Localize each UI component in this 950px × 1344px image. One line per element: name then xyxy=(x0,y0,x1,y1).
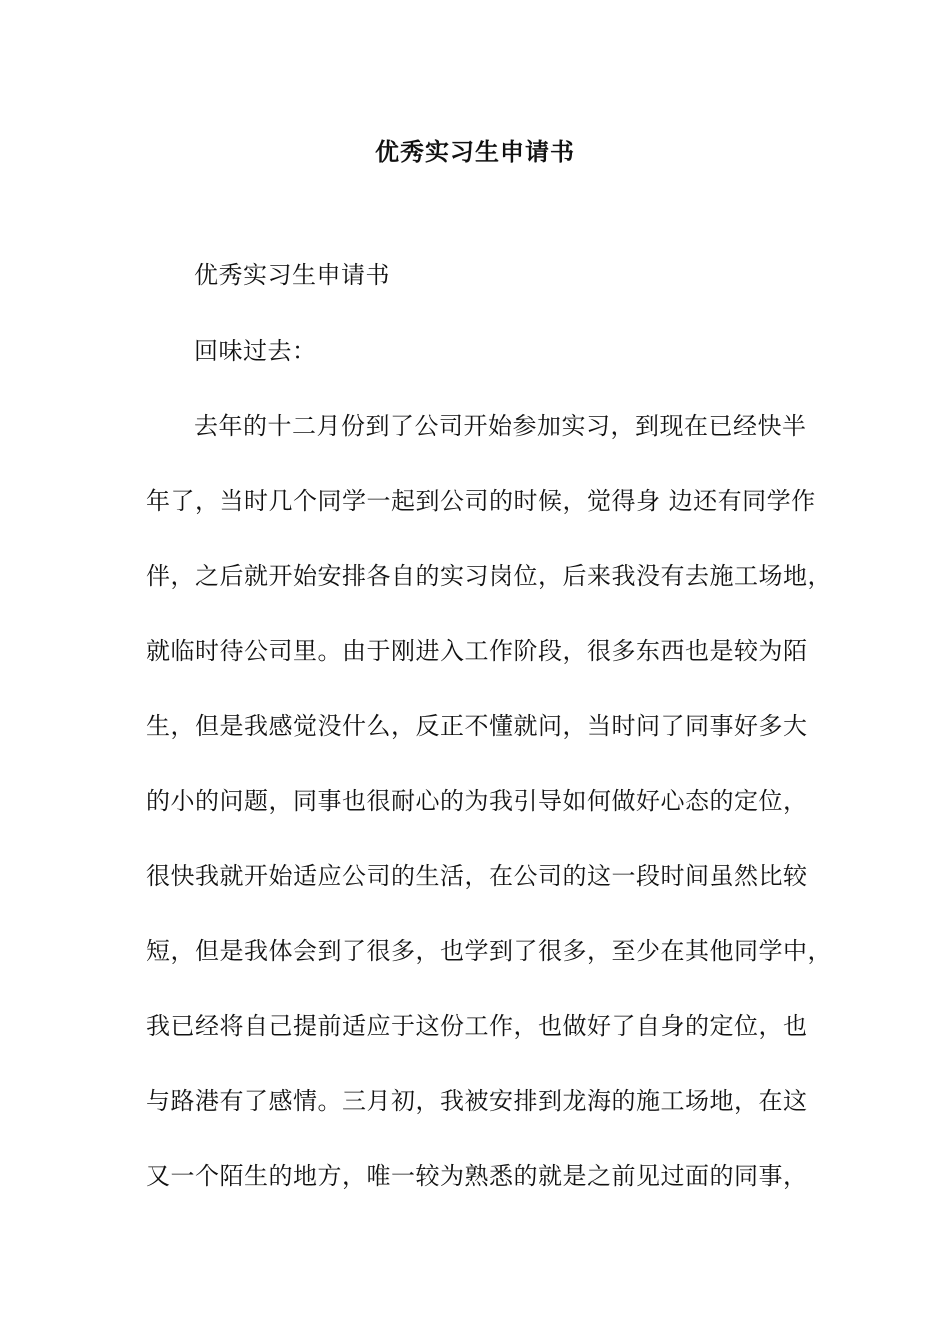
body-line: 生，但是我感觉没什么，反正不懂就问，当时问了同事好多大 xyxy=(146,712,808,740)
body-line: 就临时待公司里。由于刚进入工作阶段，很多东西也是较为陌 xyxy=(146,637,808,665)
body-line: 又一个陌生的地方，唯一较为熟悉的就是之前见过面的同事， xyxy=(146,1162,808,1190)
body-line: 我已经将自己提前适应于这份工作，也做好了自身的定位，也 xyxy=(146,1012,808,1040)
body-line: 与路港有了感情。三月初，我被安排到龙海的施工场地，在这 xyxy=(146,1087,808,1115)
body-line: 伴，之后就开始安排各自的实习岗位，后来我没有去施工场地， xyxy=(146,562,832,590)
greeting-line: 回味过去： xyxy=(194,337,317,365)
body-line: 去年的十二月份到了公司开始参加实习，到现在已经快半 xyxy=(194,412,807,440)
body-line: 短，但是我体会到了很多，也学到了很多，至少在其他同学中， xyxy=(146,937,832,965)
document-subtitle: 优秀实习生申请书 xyxy=(194,261,390,289)
document-title: 优秀实习生申请书 xyxy=(375,137,575,166)
body-line: 的小的问题，同事也很耐心的为我引导如何做好心态的定位， xyxy=(146,787,808,815)
body-line: 很快我就开始适应公司的生活，在公司的这一段时间虽然比较 xyxy=(146,862,808,890)
body-line: 年了，当时几个同学一起到公司的时候，觉得身 边还有同学作 xyxy=(146,487,816,515)
